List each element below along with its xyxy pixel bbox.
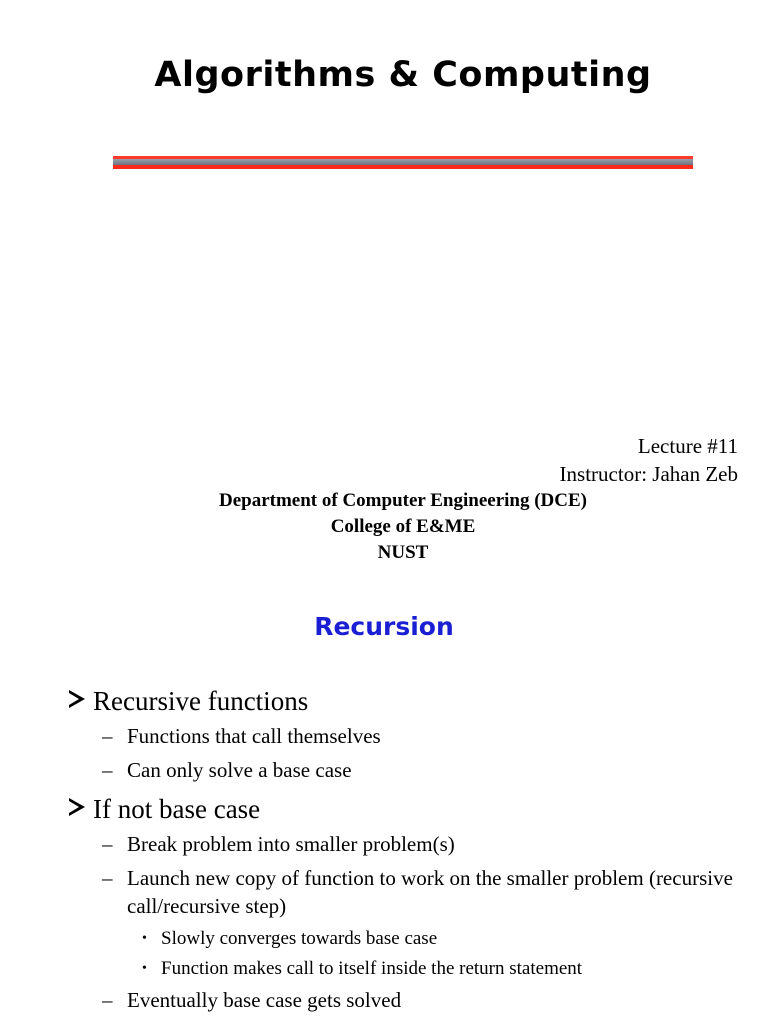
sub-bullet-item [66,830,746,858]
dash-bullet-icon: – [102,832,113,856]
dash-bullet-icon: – [102,988,113,1012]
sub-bullet-item [66,864,746,920]
bullet-item [66,790,746,828]
sub-sub-bullet-text: Slowly converges towards base case [161,928,438,949]
department-block [0,488,768,566]
sub-bullet-item [66,986,746,1014]
bullet-text: If not base case [93,794,261,824]
dot-bullet-icon: • [142,961,147,976]
bullet-item [66,682,746,720]
lecture-meta [560,432,738,488]
college-name: College of E&ME [330,516,476,537]
sub-bullet-text: Launch new copy of function to work on the smaller problem (recursive call/recursive step) [127,866,733,918]
sub-sub-bullet-item [66,926,746,952]
university-name: NUST [377,542,429,563]
lecture-number: Lecture #11 [637,434,738,458]
section-heading: Recursion [314,612,454,641]
sub-sub-bullet-item [66,956,746,982]
arrow-bullet-icon [66,688,88,710]
sub-bullet-text: Eventually base case gets solved [127,988,402,1012]
dot-bullet-icon: • [142,931,147,946]
sub-bullet-text: Break problem into smaller problem(s) [127,832,455,856]
bullet-text: Recursive functions [93,686,309,716]
dash-bullet-icon: – [102,758,113,782]
sub-bullet-text: Can only solve a base case [127,758,352,782]
arrow-bullet-icon [66,796,88,818]
bullet-list [66,682,746,1020]
sub-bullet-item [66,756,746,784]
instructor-name: Instructor: Jahan Zeb [559,462,738,486]
sub-bullet-item [66,722,746,750]
department-name: Department of Computer Engineering (DCE) [219,490,587,511]
dash-bullet-icon: – [102,866,113,890]
dash-bullet-icon: – [102,724,113,748]
slide-title: Algorithms & Computing [154,55,652,95]
sub-sub-bullet-text: Function makes call to itself inside the return statement [161,958,583,979]
title-divider [113,156,693,170]
divider-red-bottom [113,165,693,169]
sub-bullet-text: Functions that call themselves [127,724,381,748]
